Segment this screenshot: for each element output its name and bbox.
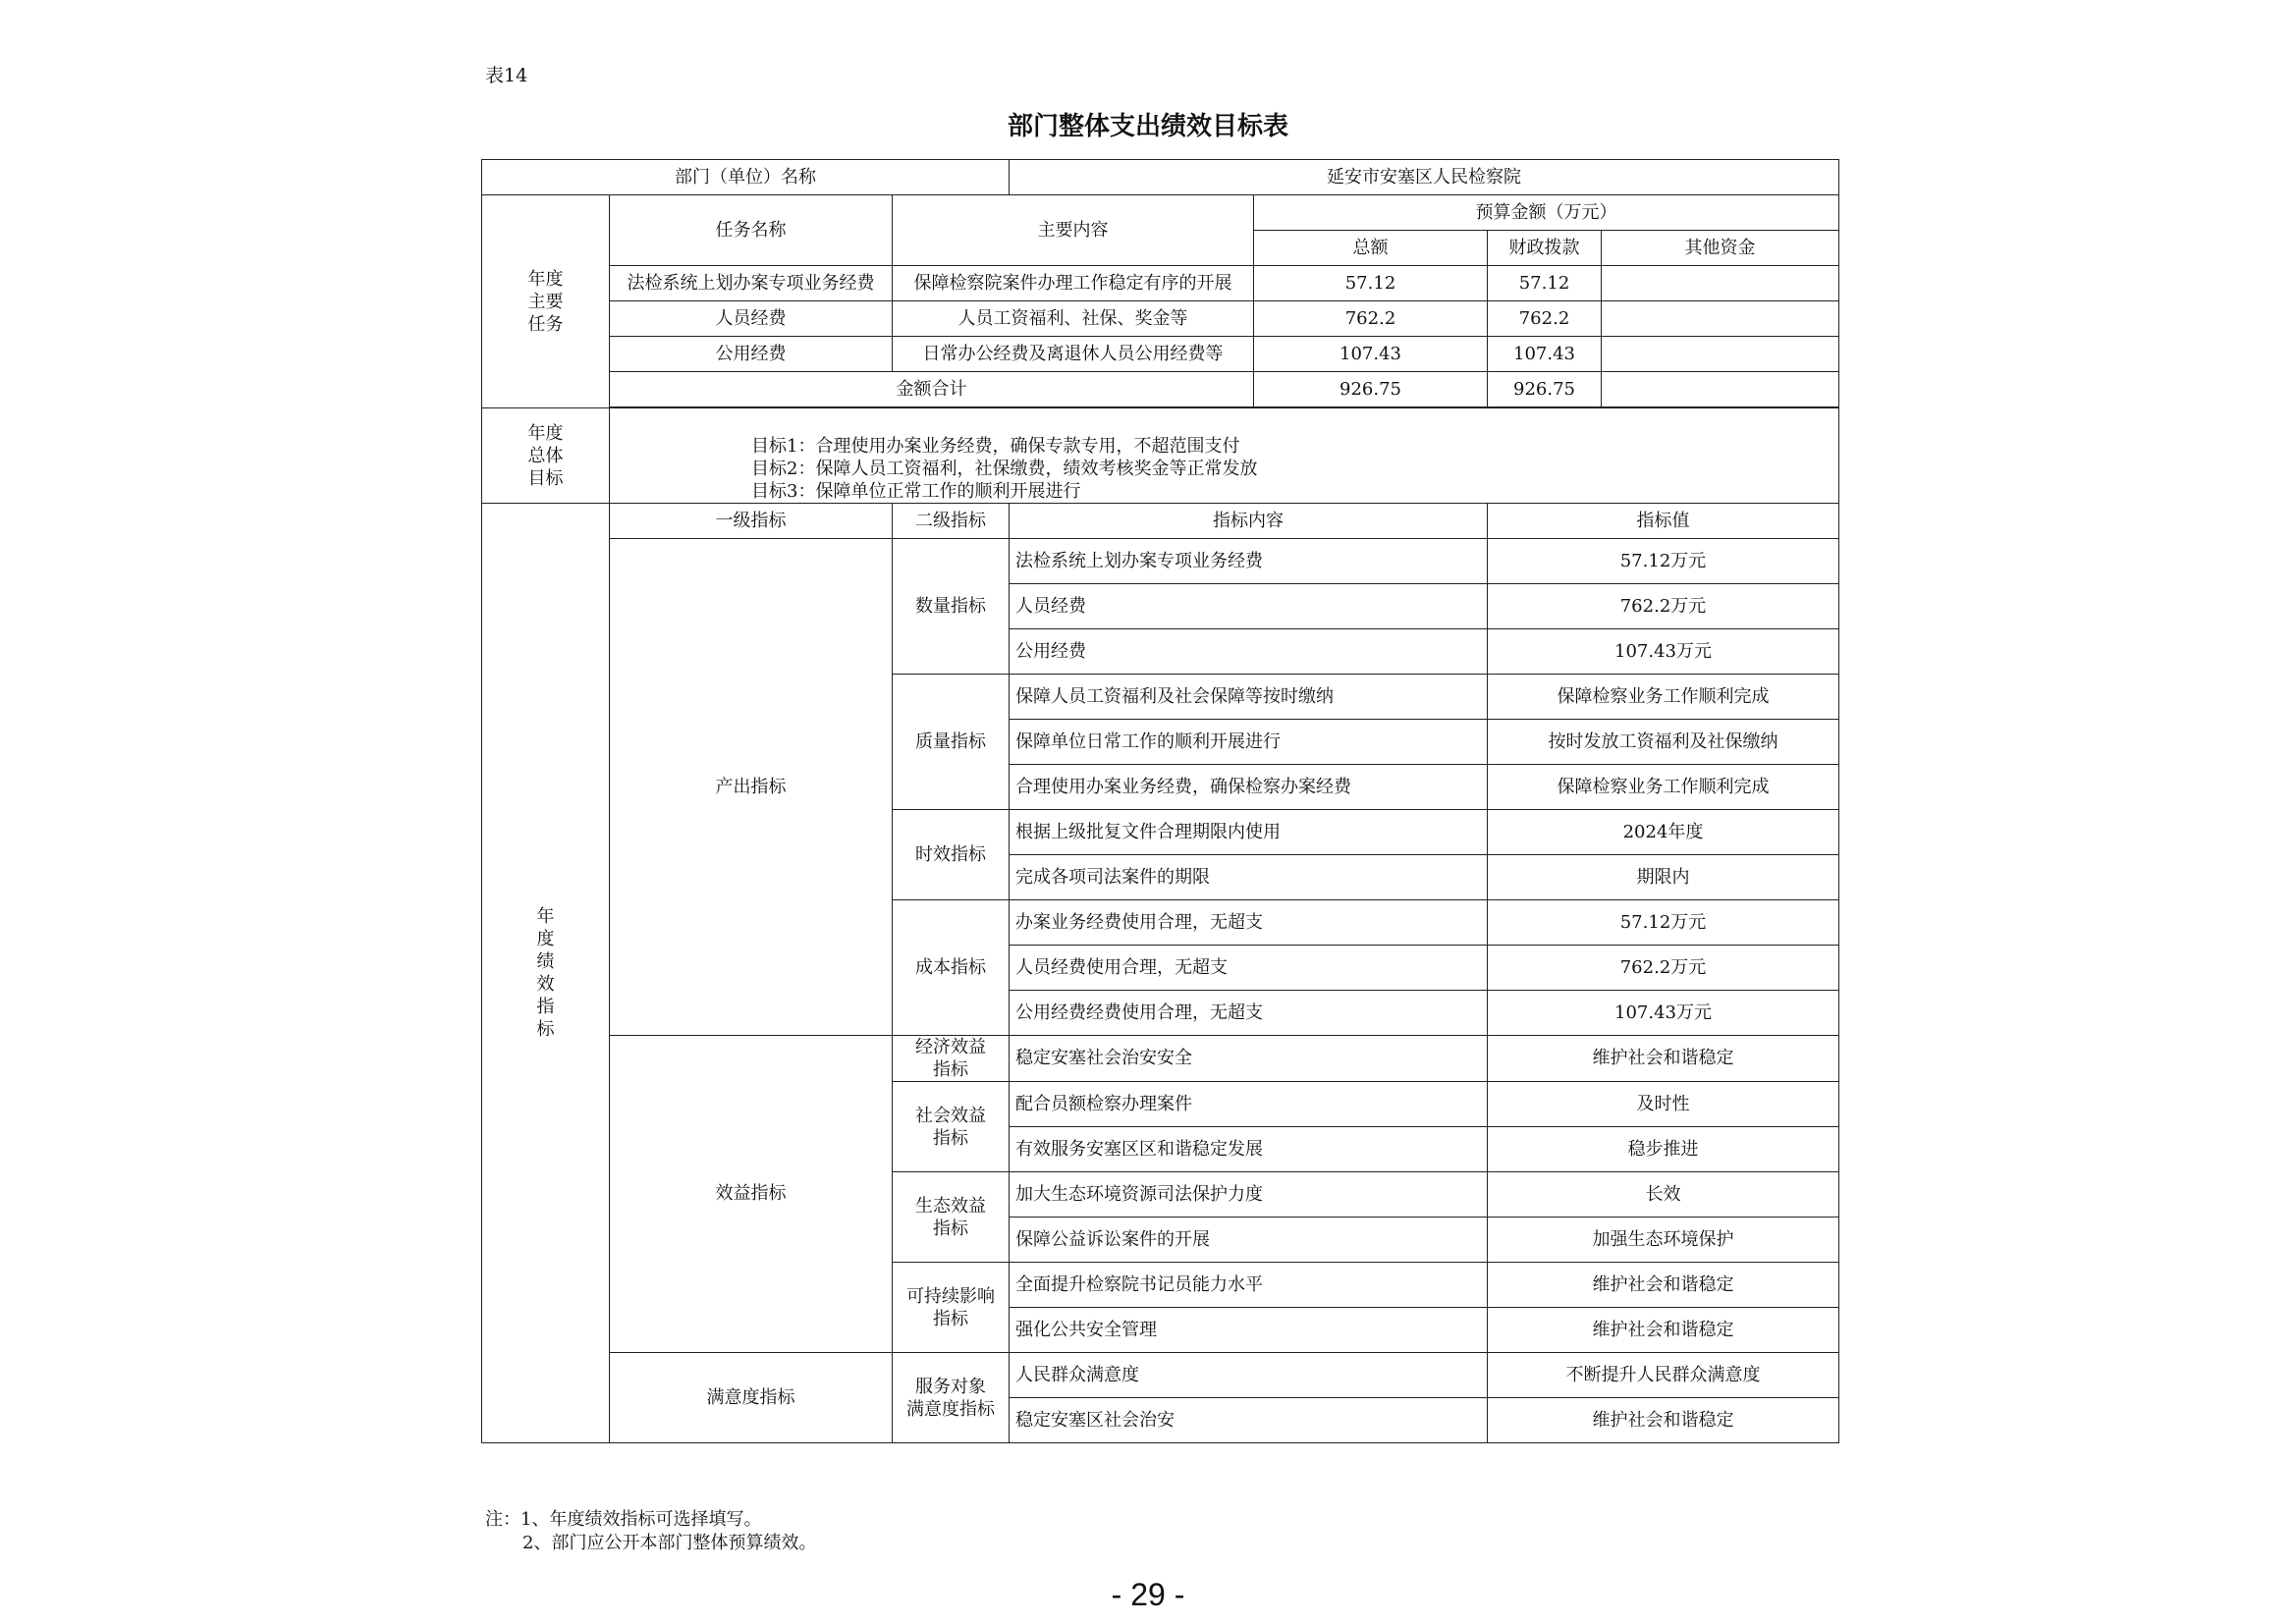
indicator-content: 完成各项司法案件的期限 [1010,855,1488,900]
level1-cell: 效益指标 [610,1036,893,1353]
sum-total: 926.75 [1254,372,1488,407]
footnote: 注：1、年度绩效指标可选择填写。 [485,1509,762,1530]
indicator-content: 人员经费 [1010,584,1488,629]
page-number: - 29 - [1111,1577,1185,1612]
indicator-value: 保障检察业务工作顺利完成 [1488,765,1839,810]
task-other [1602,301,1839,337]
indicator-value: 加强生态环境保护 [1488,1218,1839,1263]
task-row [482,301,1839,337]
indicator-content: 合理使用办案业务经费，确保检察办案经费 [1010,765,1488,810]
task-header-row [482,195,1839,231]
task-total: 57.12 [1254,266,1488,301]
dept-value: 延安市安塞区人民检察院 [1010,160,1839,195]
indicator-value: 107.43万元 [1488,991,1839,1036]
task-name: 公用经费 [610,337,893,372]
indicator-value: 2024年度 [1488,810,1839,855]
indicator-value: 维护社会和谐稳定 [1488,1036,1839,1082]
level1-header: 一级指标 [610,504,893,539]
task-content: 人员工资福利、社保、奖金等 [893,301,1254,337]
indicator-content: 加大生态环境资源司法保护力度 [1010,1172,1488,1218]
tasks-section-text: 年度 主要 任务 [527,268,564,335]
level2-cell [893,1263,1010,1353]
level2-cell [893,1082,1010,1172]
indicators-section-label [482,504,610,1443]
fiscal-header: 财政拨款 [1488,231,1602,266]
task-fiscal: 762.2 [1488,301,1602,337]
level2-cell: 数量指标 [893,539,1010,675]
page-title: 部门整体支出绩效目标表 [1007,112,1288,141]
level2-text: 生态效益 指标 [915,1195,986,1239]
indicator-value: 维护社会和谐稳定 [1488,1308,1839,1353]
sum-label: 金额合计 [610,372,1254,407]
indicator-content: 有效服务安塞区区和谐稳定发展 [1010,1127,1488,1172]
indicator-content: 保障公益诉讼案件的开展 [1010,1218,1488,1263]
level2-cell [893,1353,1010,1443]
indicator-value: 及时性 [1488,1082,1839,1127]
indicator-content: 人员经费使用合理，无超支 [1010,946,1488,991]
level2-text: 社会效益 指标 [915,1105,986,1149]
level2-text: 可持续影响 指标 [906,1285,995,1329]
level2-text: 服务对象 满意度指标 [906,1376,995,1420]
indicator-content: 保障单位日常工作的顺利开展进行 [1010,720,1488,765]
task-content-header: 主要内容 [893,195,1254,266]
task-row [482,337,1839,372]
level2-cell: 成本指标 [893,900,1010,1036]
level1-cell: 满意度指标 [610,1353,893,1443]
level2-text: 经济效益 指标 [915,1037,986,1080]
indicator-value: 维护社会和谐稳定 [1488,1263,1839,1308]
task-other [1602,266,1839,301]
sum-fiscal: 926.75 [1488,372,1602,407]
footnotes [485,1508,816,1555]
sum-other [1602,372,1839,407]
indicator-header-row [482,504,1839,539]
dept-label: 部门（单位）名称 [482,160,1010,195]
indicator-value: 维护社会和谐稳定 [1488,1398,1839,1443]
task-fiscal: 107.43 [1488,337,1602,372]
task-row [482,266,1839,301]
indicator-content: 稳定安塞区社会治安 [1010,1398,1488,1443]
indicator-content: 法检系统上划办案专项业务经费 [1010,539,1488,584]
indicator-value: 期限内 [1488,855,1839,900]
table-number: 表14 [485,65,528,86]
indicator-row [482,539,1839,584]
indicator-value: 762.2万元 [1488,584,1839,629]
budget-header: 预算金额（万元） [1254,195,1839,231]
level1-cell: 产出指标 [610,539,893,1036]
task-sum-row [482,372,1839,407]
task-total: 762.2 [1254,301,1488,337]
indicator-content: 公用经费 [1010,629,1488,675]
level2-cell: 质量指标 [893,675,1010,810]
task-name-header: 任务名称 [610,195,893,266]
indicator-value: 保障检察业务工作顺利完成 [1488,675,1839,720]
task-total: 107.43 [1254,337,1488,372]
task-fiscal: 57.12 [1488,266,1602,301]
level2-cell [893,1172,1010,1263]
indicator-content: 强化公共安全管理 [1010,1308,1488,1353]
indicator-content: 配合员额检察办理案件 [1010,1082,1488,1127]
value-header: 指标值 [1488,504,1839,539]
task-content: 日常办公经费及离退休人员公用经费等 [893,337,1254,372]
level2-cell: 时效指标 [893,810,1010,900]
dept-row [482,160,1839,195]
goal-line: 目标3：保障单位正常工作的顺利开展进行 [751,481,1081,502]
goals-content [610,408,1839,504]
goal-line: 目标1：合理使用办案业务经费，确保专款专用，不超范围支付 [751,436,1240,457]
indicator-value: 57.12万元 [1488,900,1839,946]
indicator-content: 根据上级批复文件合理期限内使用 [1010,810,1488,855]
goals-section-text: 年度 总体 目标 [527,422,564,489]
indicator-content: 全面提升检察院书记员能力水平 [1010,1263,1488,1308]
goals-section-label [482,408,610,504]
performance-target-table [481,159,1839,1443]
other-funds-header: 其他资金 [1602,231,1839,266]
task-content: 保障检察院案件办理工作稳定有序的开展 [893,266,1254,301]
total-header: 总额 [1254,231,1488,266]
indicator-value: 按时发放工资福利及社保缴纳 [1488,720,1839,765]
indicator-value: 107.43万元 [1488,629,1839,675]
indicator-content: 人民群众满意度 [1010,1353,1488,1398]
level2-cell [893,1036,1010,1082]
indicator-value: 稳步推进 [1488,1127,1839,1172]
task-name: 法检系统上划办案专项业务经费 [610,266,893,301]
task-other [1602,337,1839,372]
task-name: 人员经费 [610,301,893,337]
goal-line: 目标2：保障人员工资福利，社保缴费，绩效考核奖金等正常发放 [751,459,1258,479]
indicator-row [482,1353,1839,1398]
indicator-value: 长效 [1488,1172,1839,1218]
indicator-content: 稳定安塞社会治安安全 [1010,1036,1488,1082]
indicator-value: 762.2万元 [1488,946,1839,991]
indicator-content: 公用经费经费使用合理，无超支 [1010,991,1488,1036]
footnote: 2、部门应公开本部门整体预算绩效。 [522,1533,817,1553]
indicator-value: 不断提升人民群众满意度 [1488,1353,1839,1398]
tasks-section-label [482,195,610,408]
indicators-section-text: 年 度 绩 效 指 标 [536,906,555,1040]
indicator-content: 办案业务经费使用合理，无超支 [1010,900,1488,946]
content-header: 指标内容 [1010,504,1488,539]
indicator-value: 57.12万元 [1488,539,1839,584]
indicator-content: 保障人员工资福利及社会保障等按时缴纳 [1010,675,1488,720]
level2-header: 二级指标 [893,504,1010,539]
goals-row [482,408,1839,504]
indicator-row [482,1036,1839,1082]
